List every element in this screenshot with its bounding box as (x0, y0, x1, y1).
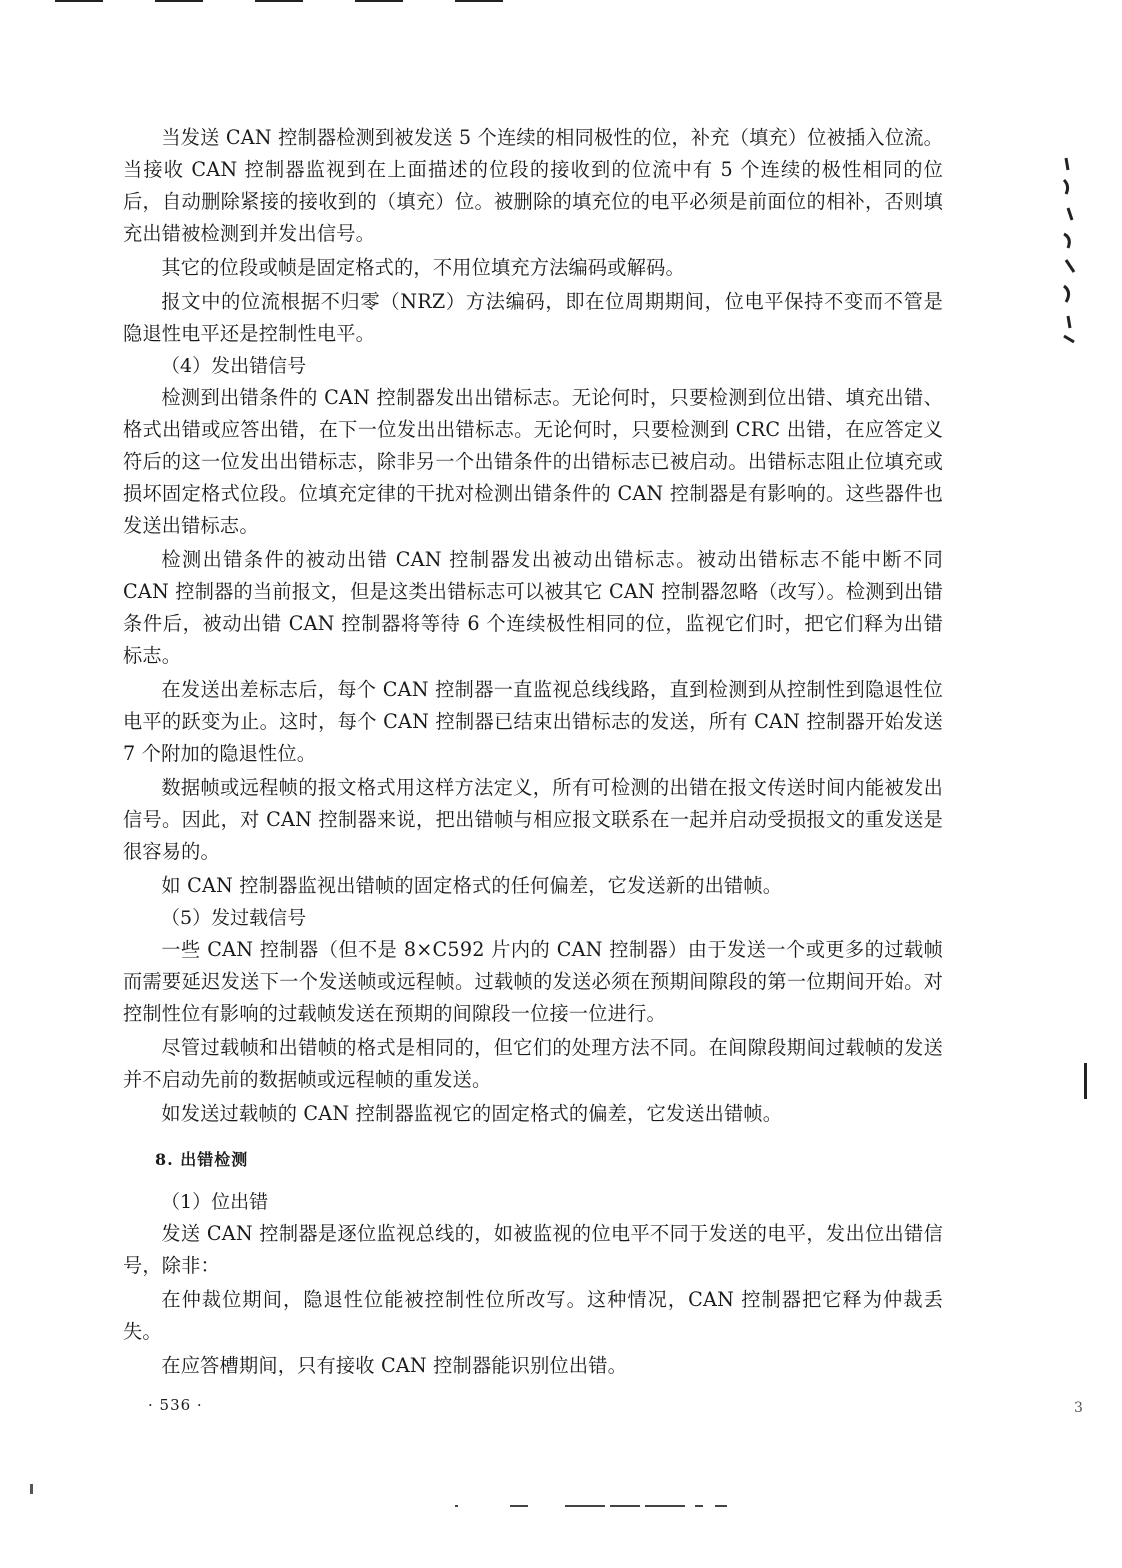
paragraph: 在仲裁位期间，隐退性位能被控制性位所改写。这种情况，CAN 控制器把它释为仲裁丢失。 (123, 1288, 943, 1343)
paragraph: 如发送过载帧的 CAN 控制器监视它的固定格式的偏差，它发送出错帧。 (161, 1102, 783, 1125)
paragraph: 检测到出错条件的 CAN 控制器发出出错标志。无论何时，只要检测到位出错、填充出错、格式出错或应答出错，在下一位发出出错标志。无论何时，只要检测到 CRC 出错，在应答定义符后的这一位发出出错标志，除非另一个出错条件的出错标志已被启动。出错标志阻止位填充或损坏固定格式位段。位填充定律的干扰对检测出错条件的 CAN 控制器是有影响的。这些器件也发送出错标志。 (123, 386, 943, 537)
page-number: · 536 · (148, 1396, 203, 1414)
margin-scribble-icon (1058, 150, 1088, 350)
paragraph: 当发送 CAN 控制器检测到被发送 5 个连续的相同极性的位，补充（填充）位被插入位流。当接收 CAN 控制器监视到在上面描述的位段的接收到的位流中有 5 个连续的极性相同的位后，自动删除紧接的接收到的（填充）位。被删除的填充位的电平必须是前面位的相补，否则填充出错被检测到并发出信号。 (123, 126, 943, 245)
right-margin-mark: 3 (1074, 1400, 1083, 1416)
paragraph: 在发送出差标志后，每个 CAN 控制器一直监视总线线路，直到检测到从控制性到隐退性位电平的跃变为止。这时，每个 CAN 控制器已结束出错标志的发送，所有 CAN 控制器开始发送 7 个附加的隐退性位。 (123, 678, 943, 765)
scan-artifact-mark (30, 1484, 33, 1494)
paragraph: 尽管过载帧和出错帧的格式是相同的，但它们的处理方法不同。在间隙段期间过载帧的发送并不启动先前的数据帧或远程帧的重发送。 (123, 1036, 943, 1091)
margin-bar (1084, 1063, 1087, 1099)
paragraph: 一些 CAN 控制器（但不是 8×C592 片内的 CAN 控制器）由于发送一个或更多的过载帧而需要延迟发送下一个发送帧或远程帧。过载帧的发送必须在预期间隙段的第一位期间开始。对控制性位有影响的过载帧发送在预期的间隙段一位接一位进行。 (123, 938, 943, 1025)
subheading-5: （5）发过载信号 (161, 907, 307, 929)
subheading-4: （4）发出错信号 (161, 355, 307, 377)
section-heading-8: 8. 出错检测 (155, 1150, 249, 1169)
paragraph: 发送 CAN 控制器是逐位监视总线的，如被监视的位电平不同于发送的电平，发出位出错信号，除非： (123, 1222, 943, 1277)
paragraph: 其它的位段或帧是固定格式的，不用位填充方法编码或解码。 (161, 256, 685, 279)
scan-artifact-dots (455, 1502, 745, 1510)
paragraph: 检测出错条件的被动出错 CAN 控制器发出被动出错标志。被动出错标志不能中断不同 CAN 控制器的当前报文，但是这类出错标志可以被其它 CAN 控制器忽略（改写）。检测到出错条件后，被动出错 CAN 控制器将等待 6 个连续极性相同的位，监视它们时，把它们释为出错标志。 (123, 548, 943, 667)
page-body (123, 122, 943, 1382)
paragraph: 在应答槽期间，只有接收 CAN 控制器能识别位出错。 (161, 1354, 628, 1377)
subheading-1: （1）位出错 (161, 1191, 269, 1213)
paragraph: 报文中的位流根据不归零（NRZ）方法编码，即在位周期期间，位电平保持不变而不管是隐退性电平还是控制性电平。 (123, 290, 943, 345)
top-edge-marks (55, 0, 515, 4)
paragraph: 如 CAN 控制器监视出错帧的固定格式的任何偏差，它发送新的出错帧。 (161, 874, 783, 897)
paragraph: 数据帧或远程帧的报文格式用这样方法定义，所有可检测的出错在报文传送时间内能被发出信号。因此，对 CAN 控制器来说，把出错帧与相应报文联系在一起并启动受损报文的重发送是很容易的。 (123, 776, 943, 863)
